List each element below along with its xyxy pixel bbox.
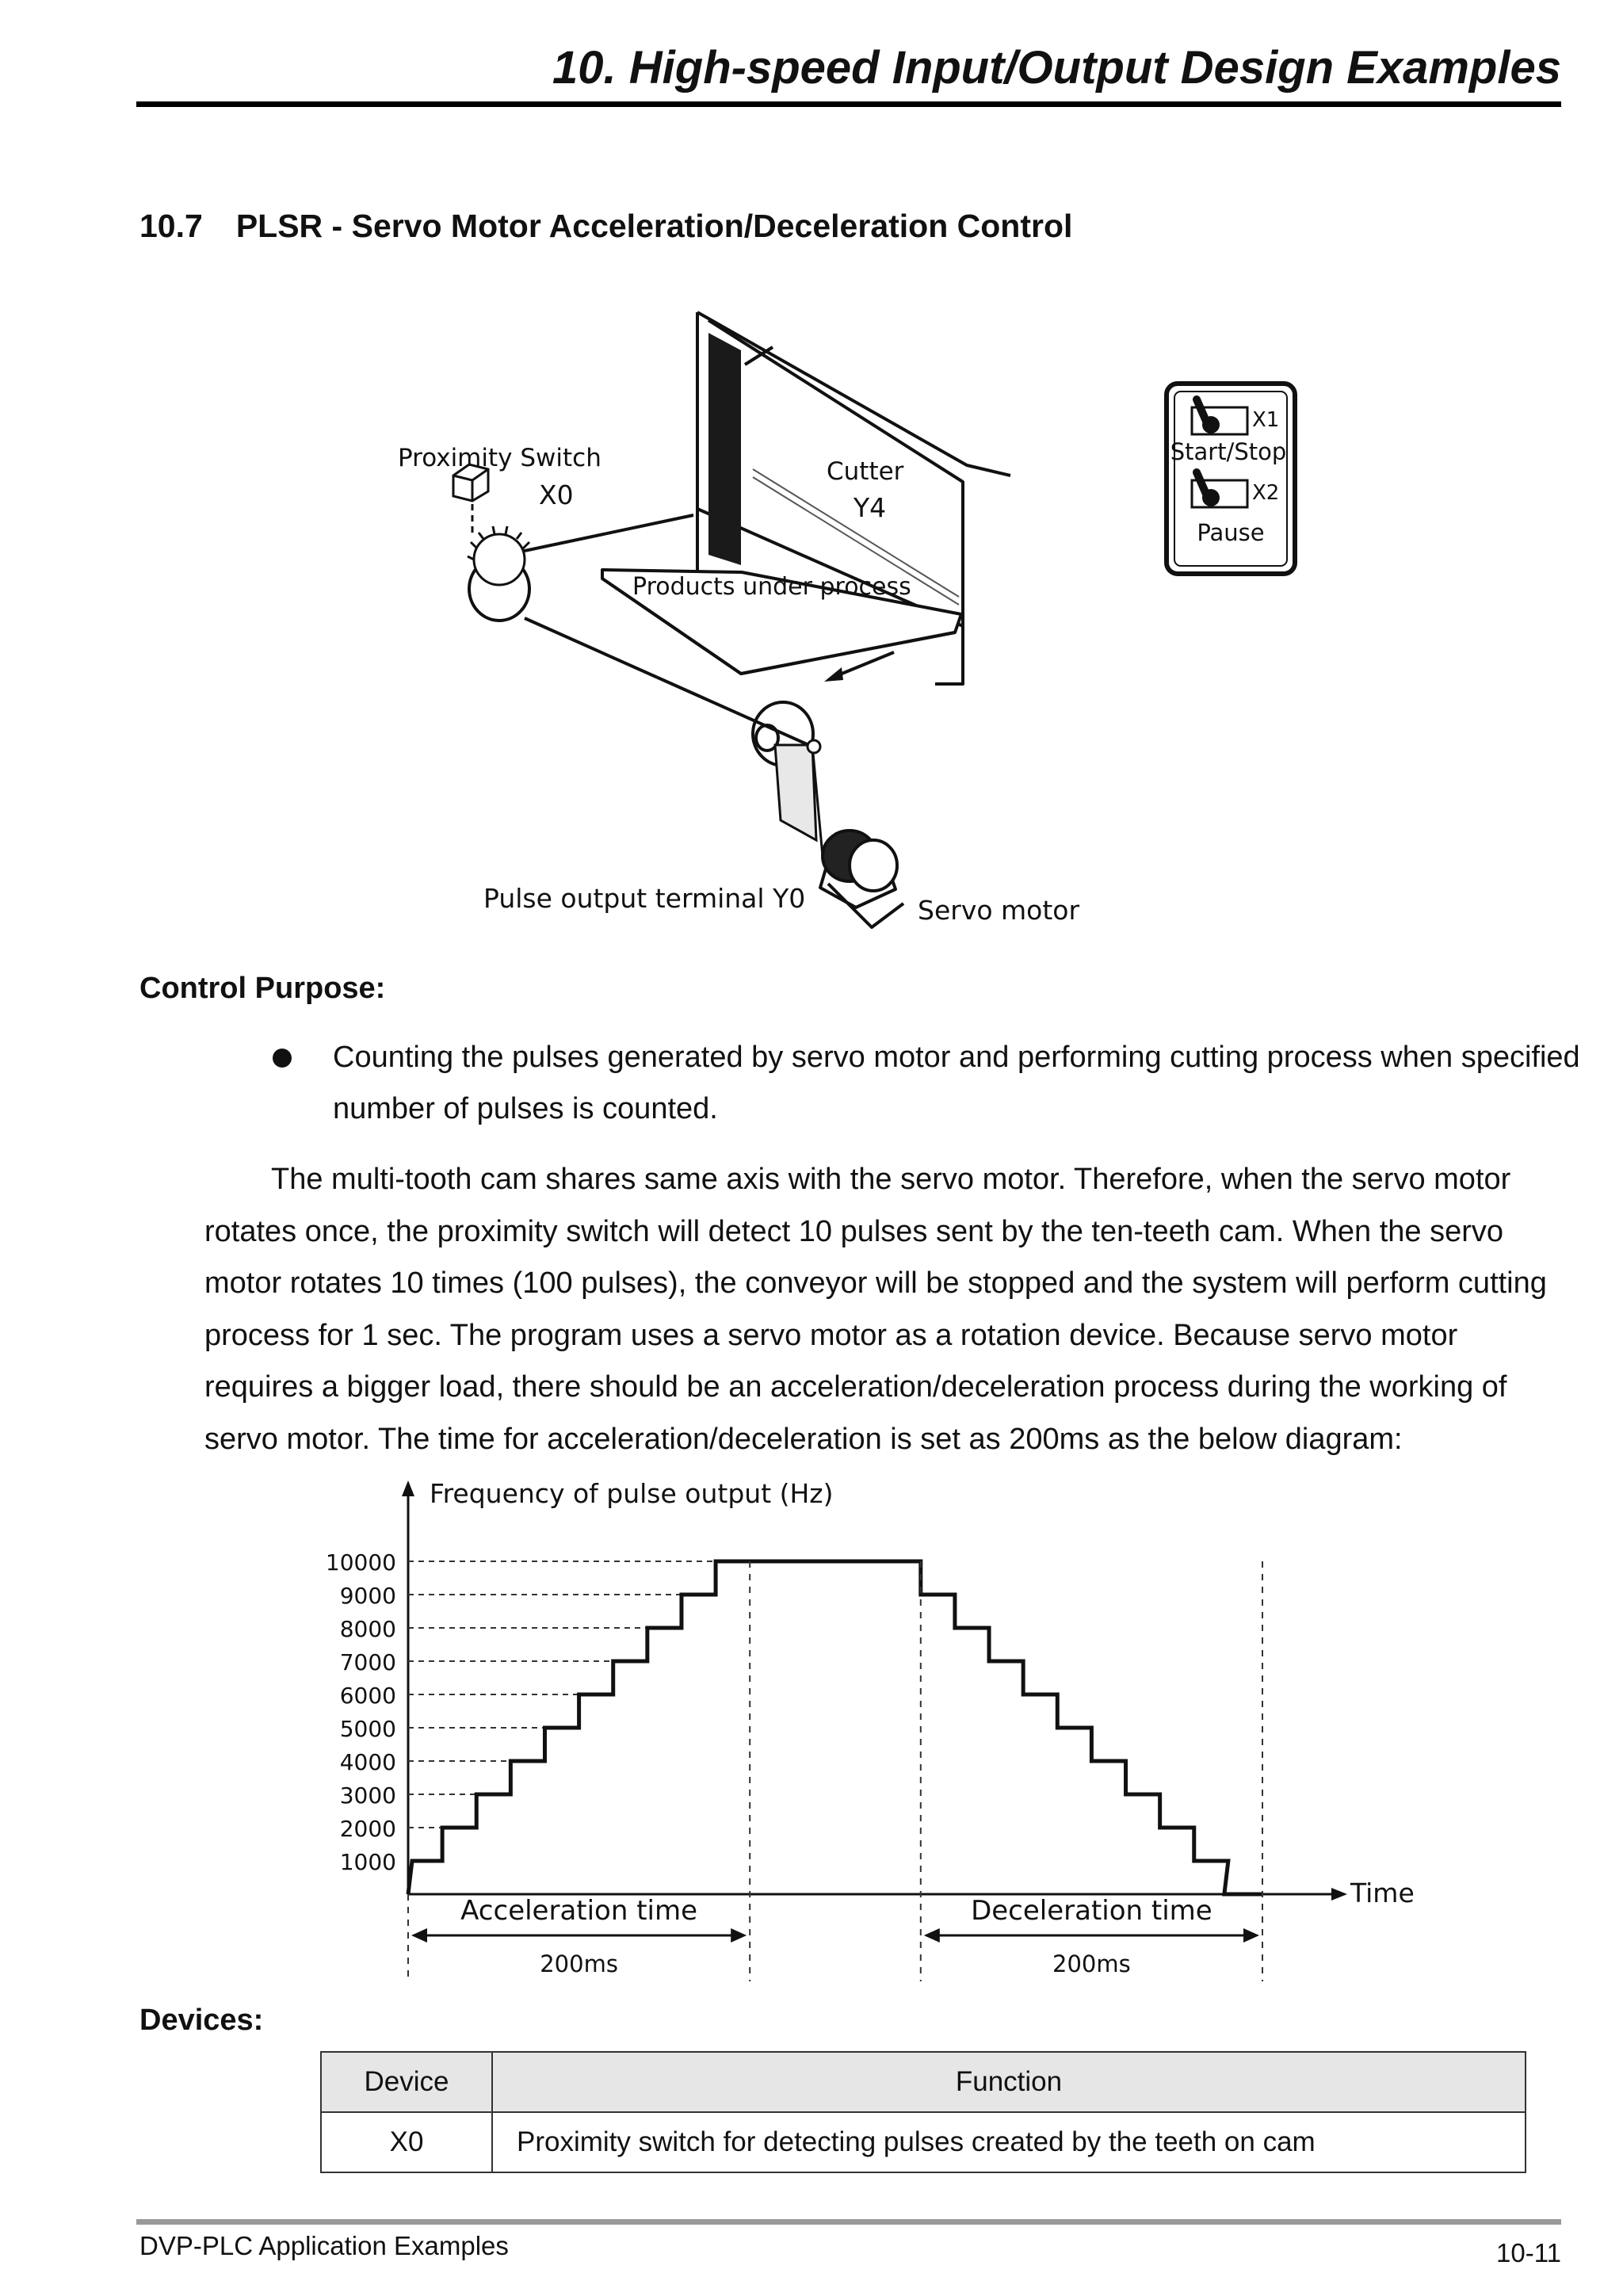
chapter-title: 10. High-speed Input/Output Design Examples: [552, 42, 1561, 94]
page-number: 10-11: [1496, 2238, 1561, 2267]
devices-heading: Devices:: [139, 2004, 264, 2037]
control-purpose-bullet: Counting the pulses generated by servo motor and performing cutting process when specified number of pulses is counted.: [333, 1041, 1580, 1125]
switch2-label: Pause: [1197, 519, 1265, 546]
frequency-chart: [301, 1474, 1442, 1997]
switch2-device: X2: [1252, 481, 1280, 505]
phase-label: Acceleration time: [460, 1895, 698, 1927]
y-axis-arrowhead: [402, 1480, 414, 1496]
phase-arrow-right: [1243, 1928, 1259, 1943]
phase-duration-label: 200ms: [540, 1950, 618, 1977]
table-row: [321, 2112, 1526, 2172]
column-header-device: Device: [321, 2052, 492, 2112]
control-purpose-paragraph: The multi-tooth cam shares same axis with the servo motor. Therefore, when the servo motor rotates once, the proximity switch will detect 10 pulses sent by the ten-teeth cam. When the servo motor rotates 10 times (100 pulses), the conveyor will be stopped and the system will perform cutting process for 1 sec. The program uses a servo motor as a rotation device. Because servo motor requires a bigger load, there should be an acceleration/deceleration process during the working of servo motor. The time for acceleration/deceleration is set as 200ms as the below diagram:: [204, 1163, 1547, 1456]
footer-rule: [136, 2219, 1561, 2225]
pulse-output-label: Pulse output terminal Y0: [483, 883, 806, 914]
y-axis-title: Frequency of pulse output (Hz): [430, 1478, 834, 1509]
y-tick-label: 4000: [339, 1749, 396, 1775]
phase-arrow-right: [731, 1928, 747, 1943]
switch-panel: [1163, 380, 1298, 579]
y-tick-label: 9000: [339, 1583, 396, 1609]
cutter-device: Y4: [854, 492, 887, 523]
switch1-label: Start/Stop: [1170, 438, 1287, 465]
proximity-switch-label: Proximity Switch: [398, 444, 601, 472]
y-tick-label: 1000: [339, 1849, 396, 1875]
cutter-label: Cutter: [827, 457, 904, 486]
section-number: 10.7: [139, 208, 203, 244]
phase-arrow-left: [411, 1928, 427, 1943]
devices-table: [320, 2051, 1526, 2173]
header-rule: [136, 101, 1561, 107]
y-tick-label: 5000: [339, 1716, 396, 1742]
section-title: [139, 208, 1072, 245]
switch1-device: X1: [1252, 408, 1280, 432]
y-tick-label: 6000: [339, 1683, 396, 1709]
products-label: Products under process: [632, 573, 911, 601]
y-tick-label: 10000: [325, 1549, 396, 1576]
servo-motor-label: Servo motor: [918, 895, 1080, 926]
section-title-text: PLSR - Servo Motor Acceleration/Deceleration Control: [235, 208, 1073, 244]
y-tick-label: 8000: [339, 1616, 396, 1642]
phase-arrow-left: [924, 1928, 940, 1943]
phase-duration-label: 200ms: [1052, 1950, 1131, 1977]
control-purpose-heading: Control Purpose:: [139, 972, 386, 1005]
table-header-row: [321, 2052, 1526, 2112]
y-tick-label: 3000: [339, 1782, 396, 1809]
y-tick-label: 2000: [339, 1816, 396, 1842]
function-cell: Proximity switch for detecting pulses created by the teeth on cam: [492, 2112, 1526, 2172]
proximity-switch-device: X0: [539, 479, 574, 510]
x-axis-arrowhead: [1331, 1888, 1347, 1901]
footer-title: DVP-PLC Application Examples: [139, 2231, 509, 2260]
column-header-function: Function: [492, 2052, 1526, 2112]
y-tick-label: 7000: [339, 1649, 396, 1675]
phase-label: Deceleration time: [971, 1895, 1212, 1927]
bullet-icon: [273, 1049, 292, 1068]
device-cell: X0: [321, 2112, 492, 2172]
x-axis-title: Time: [1350, 1878, 1415, 1908]
